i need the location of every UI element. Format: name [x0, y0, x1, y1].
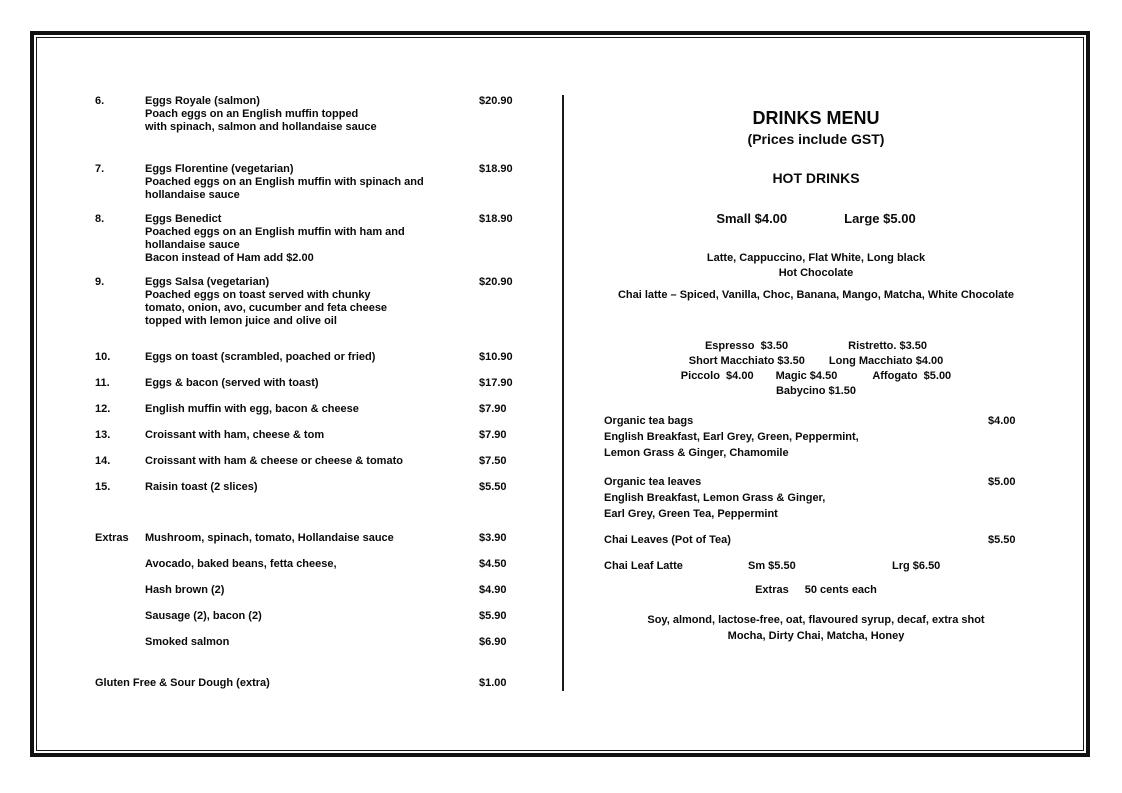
drinks-extras-line: Soy, almond, lactose-free, oat, flavoured syrup, decaf, extra shot [647, 614, 985, 626]
menu-page [30, 31, 1090, 757]
item-price: $18.90 [479, 163, 513, 175]
babycino-price-line: Babycino $1.50 [775, 385, 857, 397]
extras-price: $3.90 [479, 532, 507, 544]
drinks-menu-title: DRINKS MENU [752, 108, 880, 128]
item-price: $18.90 [479, 213, 513, 225]
item-name: Eggs Benedict [145, 213, 222, 225]
tea-leaves-varieties: English Breakfast, Lemon Grass & Ginger, [604, 492, 826, 504]
item-name: Croissant with ham, cheese & tom [145, 429, 325, 441]
menu-item-10 [95, 351, 557, 364]
coffee-list-line: Hot Chocolate [778, 267, 854, 279]
item-number: 11. [95, 377, 110, 389]
affogato-price: Affogato $5.00 [872, 370, 952, 382]
item-description: with spinach, salmon and hollandaise sauce [145, 121, 377, 133]
menu-item-14 [95, 455, 557, 468]
macchiato-price-line [563, 355, 1069, 368]
item-number: 10. [95, 351, 111, 363]
chai-leaves-row [563, 534, 1069, 547]
coffee-list-line: Latte, Cappuccino, Flat White, Long black [706, 252, 926, 264]
item-price: $20.90 [479, 95, 513, 107]
extras-price: $6.90 [479, 636, 507, 648]
drinks-extras-heading [563, 584, 1069, 597]
extras-price: $4.90 [479, 584, 507, 596]
item-description: topped with lemon juice and olive oil [145, 315, 337, 327]
item-number: 14. [95, 455, 111, 467]
extras-price: $5.90 [479, 610, 507, 622]
tea-bags-row [563, 413, 1069, 429]
item-number: 13. [95, 429, 111, 441]
item-description: Poach eggs on an English muffin topped [145, 108, 359, 120]
chai-leaf-latte-name: Chai Leaf Latte [604, 560, 683, 572]
extras-text: Mushroom, spinach, tomato, Hollandaise sauce [145, 532, 394, 544]
chai-latte-flavours-line: Chai latte – Spiced, Vanilla, Choc, Banana, Mango, Matcha, White Chocolate [617, 289, 1015, 301]
menu-item-12 [95, 403, 557, 416]
drinks-menu-column [563, 108, 1069, 643]
espresso-price-line [563, 340, 1069, 353]
drinks-extras-line: Mocha, Dirty Chai, Matcha, Honey [727, 630, 905, 642]
menu-item-11 [95, 377, 557, 390]
extras-price: $4.50 [479, 558, 507, 570]
piccolo-price: Piccolo $4.00 [680, 370, 754, 382]
item-price: $17.90 [479, 377, 513, 389]
menu-item-6 [95, 95, 557, 134]
gluten-free-text: Gluten Free & Sour Dough (extra) [95, 677, 270, 689]
item-description: Bacon instead of Ham add $2.00 [145, 252, 314, 264]
magic-price: Magic $4.50 [775, 370, 838, 382]
extras-row [95, 532, 557, 545]
chai-leaf-latte-large-price: Lrg $6.50 [892, 560, 941, 572]
item-number: 9. [95, 276, 105, 288]
item-name: Eggs Florentine (vegetarian) [145, 163, 294, 175]
item-description: hollandaise sauce [145, 189, 240, 201]
chai-leaves-name: Chai Leaves (Pot of Tea) [604, 534, 731, 546]
item-name: Raisin toast (2 slices) [145, 481, 258, 493]
menu-item-13 [95, 429, 557, 442]
tea-bags-name: Organic tea bags [604, 415, 694, 427]
long-macchiato-price: Long Macchiato $4.00 [828, 355, 944, 367]
item-description: hollandaise sauce [145, 239, 240, 251]
extras-row [95, 558, 557, 571]
small-size-price: Small $4.00 [716, 211, 788, 226]
item-name: Eggs Royale (salmon) [145, 95, 260, 107]
gst-note: (Prices include GST) [747, 131, 885, 147]
item-name: Eggs on toast (scrambled, poached or fried) [145, 351, 376, 363]
drinks-extras-label: Extras [755, 584, 789, 596]
item-price: $20.90 [479, 276, 513, 288]
chai-leaf-latte-small-price: Sm $5.50 [748, 560, 796, 572]
item-description: Poached eggs on toast served with chunky [145, 289, 371, 301]
item-name: Eggs Salsa (vegetarian) [145, 276, 270, 288]
tea-bags-varieties: English Breakfast, Earl Grey, Green, Peppermint, [604, 431, 859, 443]
short-macchiato-price: Short Macchiato $3.50 [688, 355, 805, 367]
extras-row [95, 584, 557, 597]
item-description: Poached eggs on an English muffin with ham and [145, 226, 405, 238]
drinks-extras-detail: 50 cents each [804, 584, 877, 596]
extras-text: Smoked salmon [145, 636, 230, 648]
extras-text: Hash brown (2) [145, 584, 225, 596]
item-name: English muffin with egg, bacon & cheese [145, 403, 359, 415]
tea-bags-price: $4.00 [988, 415, 1016, 427]
item-number: 7. [95, 163, 105, 175]
espresso-price: Espresso $3.50 [704, 340, 789, 352]
tea-leaves-varieties: Earl Grey, Green Tea, Peppermint [604, 508, 778, 520]
extras-text: Avocado, baked beans, fetta cheese, [145, 558, 337, 570]
tea-bags-varieties: Lemon Grass & Ginger, Chamomile [604, 447, 789, 459]
item-price: $10.90 [479, 351, 513, 363]
menu-page-border [36, 37, 1084, 751]
item-price: $7.90 [479, 429, 507, 441]
extras-text: Sausage (2), bacon (2) [145, 610, 262, 622]
gluten-free-price: $1.00 [479, 677, 507, 689]
menu-item-9 [95, 276, 557, 328]
item-number: 8. [95, 213, 105, 225]
tea-leaves-row [563, 474, 1069, 490]
food-menu-column [95, 95, 557, 690]
menu-item-8 [95, 213, 557, 265]
hot-drinks-heading: HOT DRINKS [772, 170, 860, 186]
menu-item-15 [95, 481, 557, 494]
large-size-price: Large $5.00 [844, 211, 916, 226]
item-description: Poached eggs on an English muffin with spinach and [145, 176, 424, 188]
piccolo-price-line [563, 370, 1069, 383]
tea-leaves-name: Organic tea leaves [604, 476, 702, 488]
item-number: 6. [95, 95, 105, 107]
item-price: $5.50 [479, 481, 507, 493]
item-number: 12. [95, 403, 111, 415]
menu-item-7 [95, 163, 557, 202]
extras-row [95, 610, 557, 623]
item-description: tomato, onion, avo, cucumber and feta cheese [145, 302, 388, 314]
extras-label: Extras [95, 532, 129, 544]
item-price: $7.90 [479, 403, 507, 415]
item-number: 15. [95, 481, 111, 493]
gluten-free-row [95, 677, 557, 690]
item-name: Eggs & bacon (served with toast) [145, 377, 319, 389]
chai-leaves-price: $5.50 [988, 534, 1016, 546]
size-prices-row [563, 211, 1069, 226]
item-price: $7.50 [479, 455, 507, 467]
extras-row [95, 636, 557, 649]
chai-leaf-latte-row [563, 560, 1069, 573]
item-name: Croissant with ham & cheese or cheese & tomato [145, 455, 403, 467]
ristretto-price: Ristretto. $3.50 [848, 340, 928, 352]
tea-leaves-price: $5.00 [988, 476, 1016, 488]
